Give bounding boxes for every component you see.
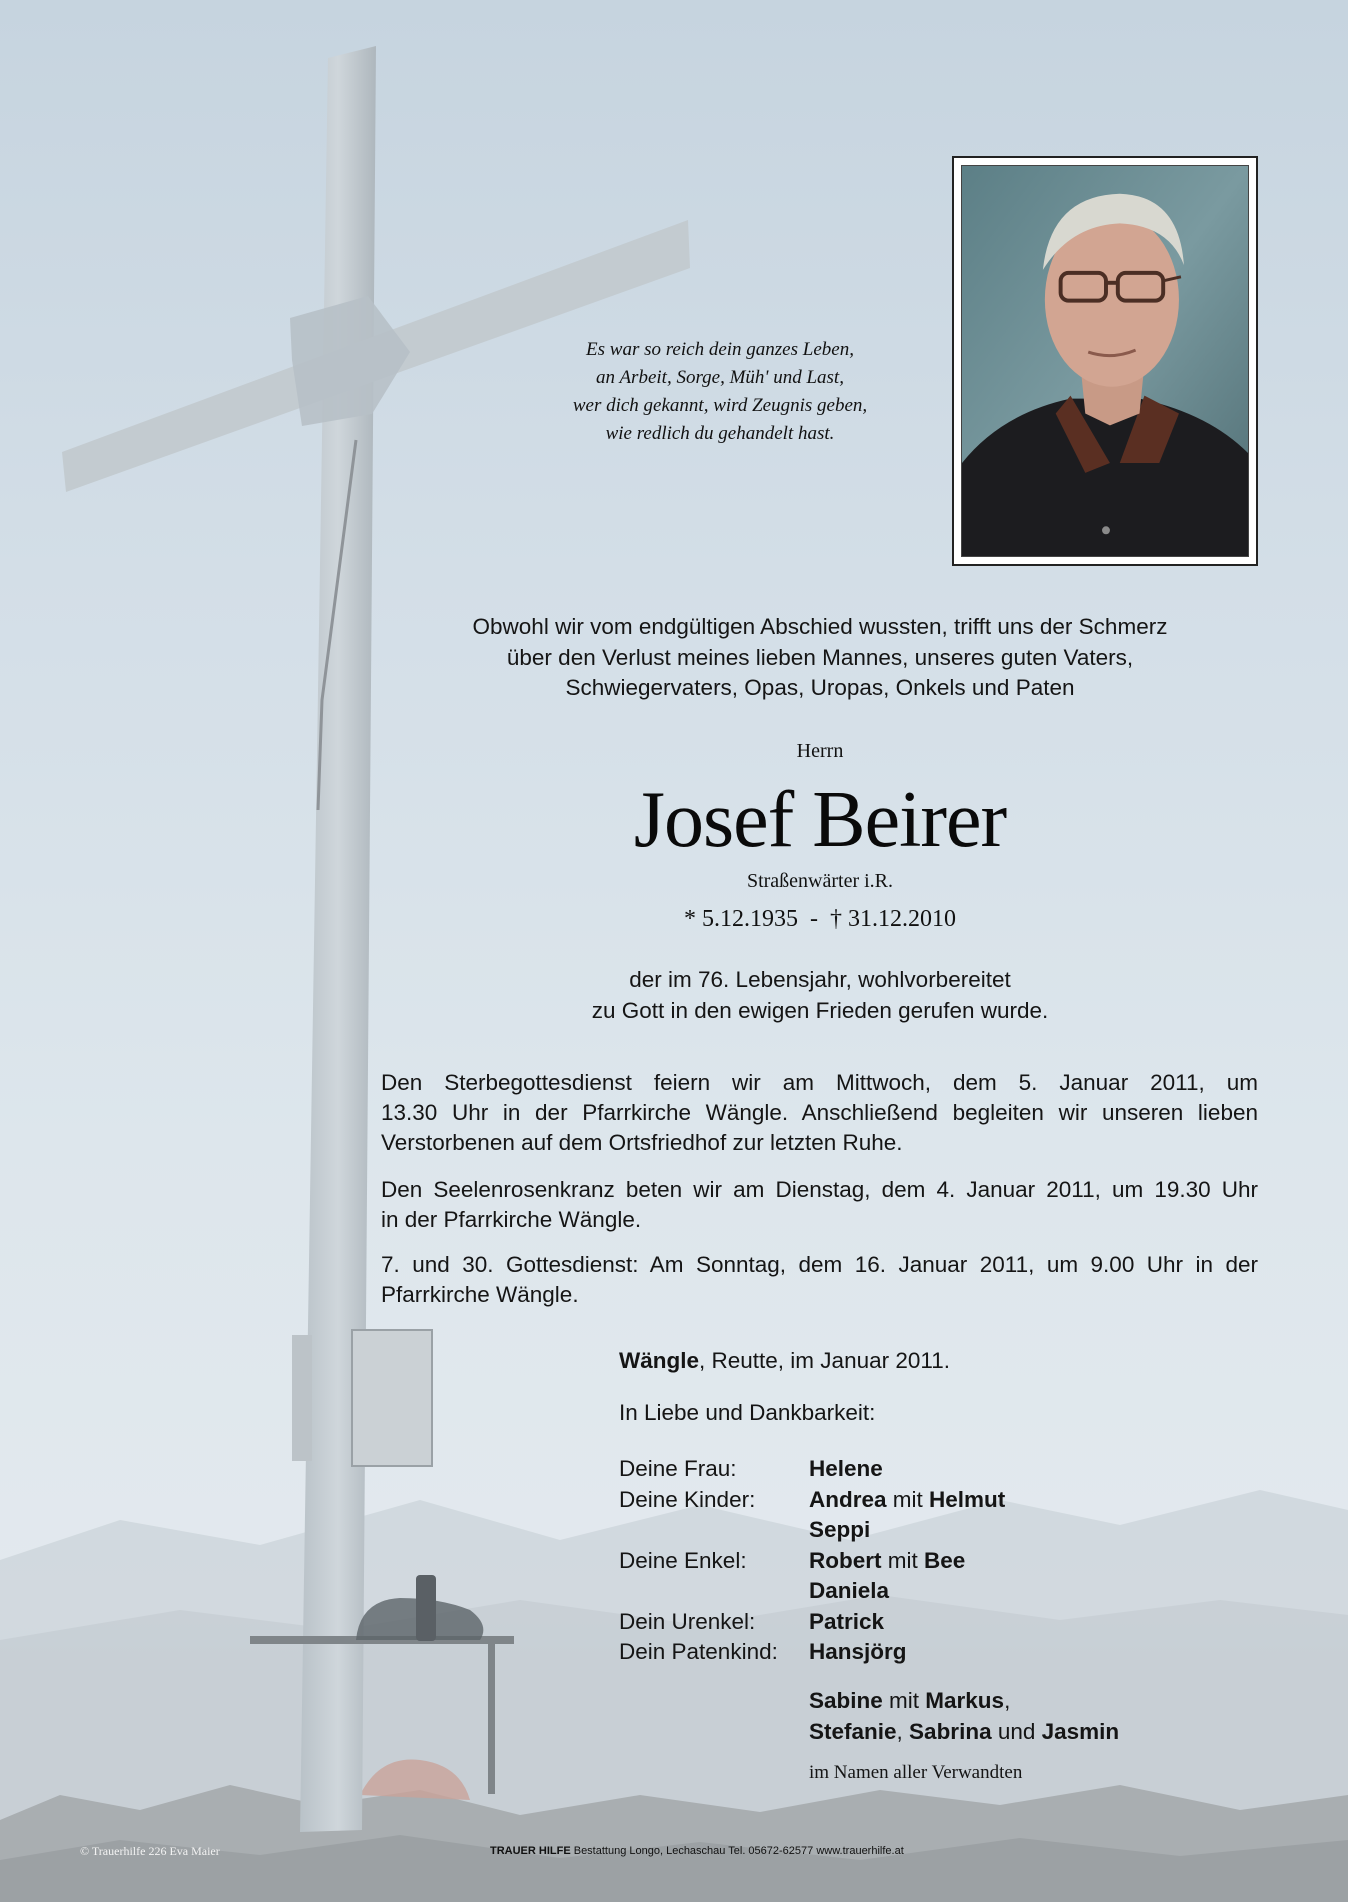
paragraph-line: in der Pfarrkirche Wängle. [381,1207,642,1232]
portrait-photo [961,165,1249,557]
cross-center-plate [290,296,410,426]
intro-text [380,612,1260,704]
family-list [619,1454,1319,1668]
closing-line: In Liebe und Dankbarkeit: [619,1400,876,1425]
connector: und [991,1719,1042,1744]
paragraph-line: 13.30 Uhr in der Pfarrkirche Wängle. Anschließend begleiten wir unseren lieben [381,1100,1258,1125]
family-row-greatgrandchild [619,1607,1319,1638]
family-member: Jasmin [1041,1719,1120,1744]
other-relatives-line [809,1716,1119,1747]
verse-line: an Arbeit, Sorge, Müh' und Last, [596,367,844,388]
family-member: Hansjörg [809,1639,907,1664]
relatives-note: im Namen aller Verwandten [809,1762,1023,1783]
footer-text: Bestattung Longo, Lechaschau Tel. 05672-62577 www.trauerhilfe.at [570,1845,904,1857]
family-member: Andrea [809,1486,887,1512]
portrait-frame [952,156,1258,566]
intro-line: Obwohl wir vom endgültigen Abschied wussten, trifft uns der Schmerz [472,614,1168,639]
family-label: Deine Kinder: [619,1486,756,1512]
verse-line: Es war so reich dein ganzes Leben, [586,339,854,360]
rosary-paragraph [381,1175,1258,1235]
life-dates: * 5.12.1935 - † 31.12.2010 [684,906,956,932]
connector: , [1004,1688,1011,1713]
other-relatives [809,1685,1119,1747]
place-date [619,1348,950,1374]
family-label: Deine Frau: [619,1456,737,1481]
family-label: Dein Urenkel: [619,1608,756,1634]
connector: , [896,1719,910,1744]
family-label: Deine Enkel: [619,1547,747,1573]
connector: mit [886,1486,930,1512]
salutation: Herrn [796,740,844,762]
copyright-note: © Trauerhilfe 226 Eva Maier [80,1844,220,1858]
connector: mit [881,1547,924,1573]
verse-line: wie redlich du gehandelt hast. [605,423,835,444]
family-row-children [619,1485,1319,1516]
family-row-grandchildren [619,1546,1319,1577]
age-note [430,964,1210,1026]
family-member: Patrick [809,1608,885,1634]
family-member: Helene [809,1456,883,1481]
family-member: Sabrina [909,1719,992,1744]
other-relatives-line [809,1685,1119,1716]
paragraph-line: Den Seelenrosenkranz beten wir am Dienstag, dem 4. Januar 2011, um 19.30 Uhr [381,1177,1258,1202]
family-member: Sabine [809,1688,883,1713]
family-member: Seppi [809,1517,871,1542]
memorial-verse [500,336,940,448]
summit-book-box [352,1330,432,1466]
memorial-masses-paragraph [381,1250,1258,1310]
deceased-name: Josef Beirer [633,776,1007,864]
place-date-rest: , Reutte, im Januar 2011. [699,1348,950,1373]
connector: mit [882,1688,926,1713]
family-member: Daniela [809,1578,890,1603]
family-member: Bee [924,1547,966,1573]
family-row-godchild [619,1637,1319,1668]
place-name: Wängle [619,1348,700,1373]
family-member: Robert [809,1547,882,1573]
deceased-occupation: Straßenwärter i.R. [746,870,894,892]
paragraph-line: Pfarrkirche Wängle. [381,1282,579,1307]
paragraph-line: 7. und 30. Gottesdienst: Am Sonntag, dem 16. Januar 2011, um 9.00 Uhr in der [381,1252,1258,1277]
family-member: Stefanie [809,1719,897,1744]
age-note-line: zu Gott in den ewigen Frieden gerufen wurde. [591,998,1049,1023]
family-row-children-2 [619,1515,1319,1546]
intro-line: über den Verlust meines lieben Mannes, unseres guten Vaters, [506,644,1134,670]
funeral-service-paragraph [381,1068,1258,1158]
intro-line: Schwiegervaters, Opas, Uropas, Onkels und Paten [565,675,1075,700]
footer-brand: TRAUER HILFE [490,1845,571,1857]
age-note-line: der im 76. Lebensjahr, wohlvorbereitet [629,967,1011,992]
family-row-grandchildren-2 [619,1576,1319,1607]
verse-line: wer dich gekannt, wird Zeugnis geben, [572,395,868,416]
footer-credit [490,1845,904,1857]
family-member: Helmut [929,1486,1006,1512]
paragraph-line: Verstorbenen auf dem Ortsfriedhof zur letzten Ruhe. [381,1130,903,1155]
family-row-wife [619,1454,1319,1485]
paragraph-line: Den Sterbegottesdienst feiern wir am Mittwoch, dem 5. Januar 2011, um [381,1070,1258,1095]
family-label: Dein Patenkind: [619,1639,778,1664]
family-member: Markus [925,1688,1005,1713]
